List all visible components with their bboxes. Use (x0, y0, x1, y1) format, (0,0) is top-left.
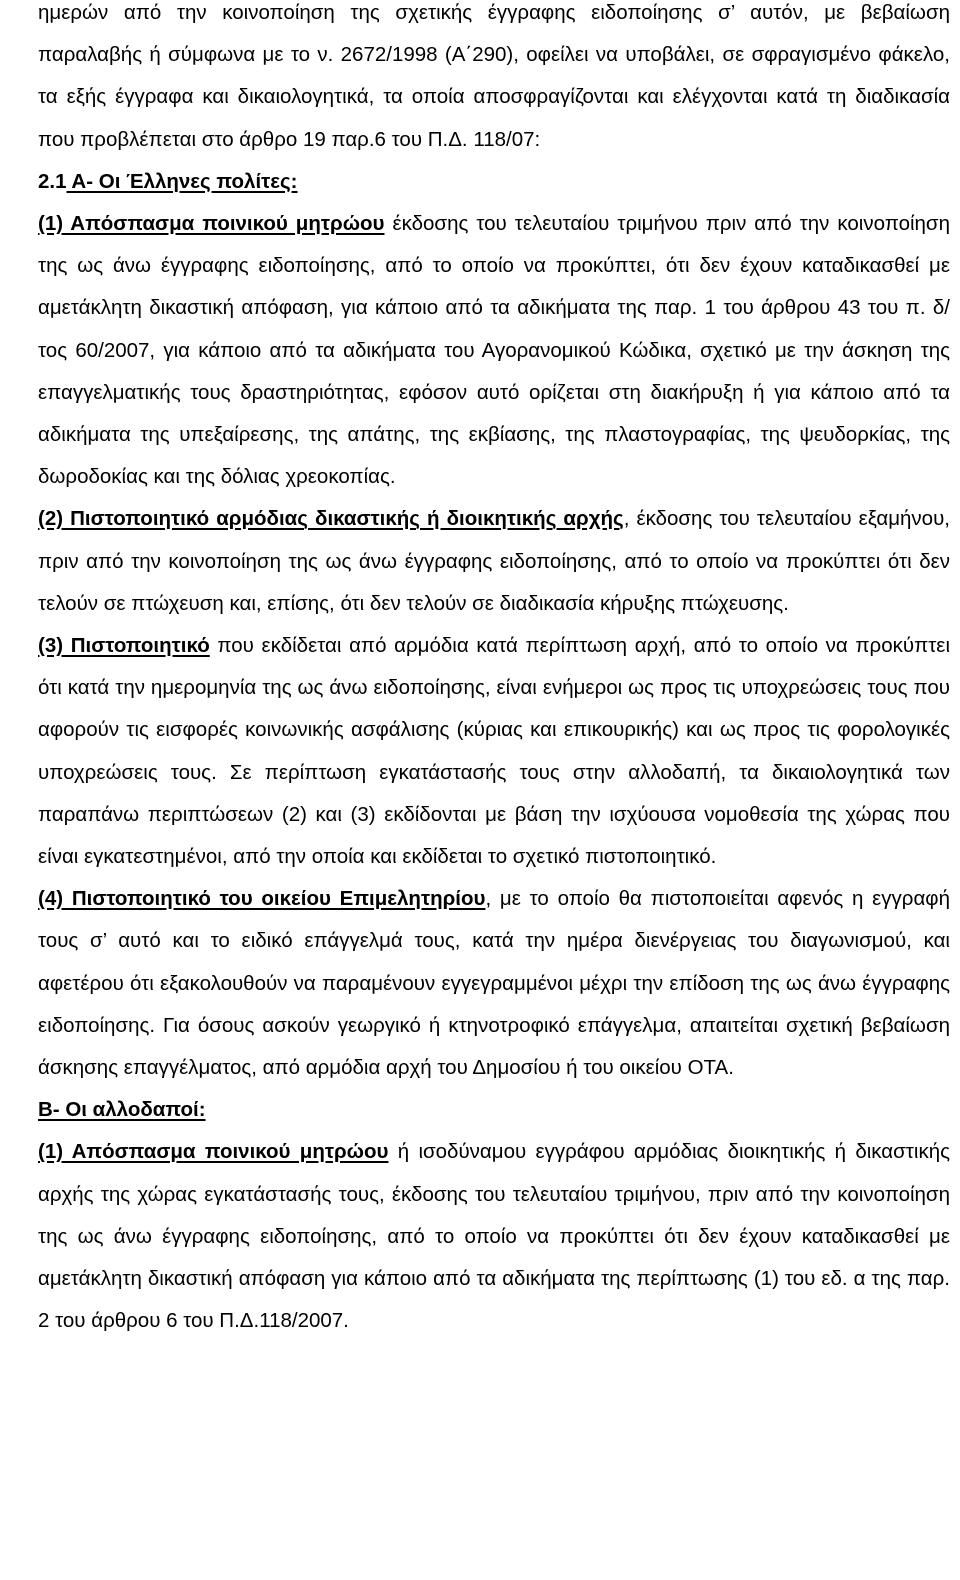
section-b-heading: Β- Οι αλλοδαποί: (38, 1098, 206, 1122)
section-a-heading-paragraph (38, 161, 950, 203)
a3-heading: (3) Πιστοποιητικό (38, 634, 210, 658)
a4-text: , με το οποίο θα πιστοποιείται αφενός η εγγραφή τους σ’ αυτό και το ειδικό επάγγελμά τους, κατά την ημέρα διενέργειας του διαγωνισμού, και αφετέρου ότι εξακολουθούν να παραμένουν εγγεγραμμένοι μέχρι την επίδοση της ως άνω έγγραφης ειδοποίησης. Για όσους ασκούν γεωργικό ή κτηνοτροφικό επάγγελμα, απαιτείται σχετική βεβαίωση άσκησης επαγγέλματος, από αρμόδια αρχή του Δημοσίου ή του οικείου ΟΤΑ. (38, 887, 950, 1080)
a4-heading: (4) Πιστοποιητικό του οικείου Επιμελητηρίου (38, 887, 486, 911)
section-number: 2.1 (38, 169, 67, 193)
section-a-heading: Α- Οι Έλληνες πολίτες: (66, 169, 298, 193)
a1-heading: (1) Απόσπασμα ποινικού μητρώου (38, 212, 385, 236)
b1-paragraph (38, 1131, 950, 1342)
a1-text: έκδοσης του τελευταίου τριμήνου πριν από την κοινοποίηση της ως άνω έγγραφης ειδοποίησης, από το οποίο να προκύπτει, ότι δεν έχουν καταδικασθεί με αμετάκλητη δικαστική απόφαση, για κάποιο από τα αδικήματα της παρ. 1 του άρθρου 43 του π. δ/τος 60/2007, για κάποιο από τα αδικήματα του Αγορανομικού Κώδικα, σχετικό με την άσκηση της επαγγελματικής τους δραστηριότητας, εφόσον αυτό ορίζεται στη διακήρυξη ή για κάποιο από τα αδικήματα της υπεξαίρεσης, της απάτης, της εκβίασης, της πλαστογραφίας, της ψευδορκίας, της δωροδοκίας και της δόλιας χρεοκοπίας. (38, 212, 950, 489)
a4-paragraph (38, 878, 950, 1089)
a2-text: , έκδοσης του τελευταίου εξαμήνου, πριν από την κοινοποίηση της ως άνω έγγραφης ειδοποίησης, από το οποίο να προκύπτει ότι δεν τελούν σε πτώχευση και, επίσης, ότι δεν τελούν σε διαδικασία κήρυξης πτώχευσης. (38, 507, 950, 615)
a2-heading: (2) Πιστοποιητικό αρμόδιας δικαστικής ή διοικητικής αρχής (38, 507, 624, 531)
a2-paragraph (38, 498, 950, 625)
a3-paragraph (38, 625, 950, 878)
a1-paragraph (38, 203, 950, 498)
section-b-heading-paragraph (38, 1089, 950, 1131)
b1-text: ή ισοδύναμου εγγράφου αρμόδιας διοικητικής ή δικαστικής αρχής της χώρας εγκατάστασής τους, έκδοσης του τελευταίου τριμήνου, πριν από την κοινοποίηση της ως άνω έγγραφης ειδοποίησης, από το οποίο να προκύπτει ότι δεν έχουν καταδικασθεί με αμετάκλητη δικαστική απόφαση για κάποιο από τα αδικήματα της περίπτωσης (1) του εδ. α της παρ. 2 του άρθρου 6 του Π.Δ.118/2007. (38, 1140, 950, 1333)
a3-text: που εκδίδεται από αρμόδια κατά περίπτωση αρχή, από το οποίο να προκύπτει ότι κατά την ημερομηνία της ως άνω ειδοποίησης, είναι ενήμεροι ως προς τις υποχρεώσεις τους που αφορούν τις εισφορές κοινωνικής ασφάλισης (κύριας και επικουρικής) και ως προς τις φορολογικές υποχρεώσεις τους. Σε περίπτωση εγκατάστασής τους στην αλλοδαπή, τα δικαιολογητικά των παραπάνω περιπτώσεων (2) και (3) εκδίδονται με βάση την ισχύουσα νομοθεσία της χώρας που είναι εγκατεστημένοι, από την οποία και εκδίδεται το σχετικό πιστοποιητικό. (38, 634, 951, 869)
intro-paragraph: ημερών από την κοινοποίηση της σχετικής έγγραφης ειδοποίησης σ’ αυτόν, με βεβαίωση παραλαβής ή σύμφωνα με το ν. 2672/1998 (Α΄290), οφείλει να υποβάλει, σε σφραγισμένο φάκελο, τα εξής έγγραφα και δικαιολογητικά, τα οποία αποσφραγίζονται και ελέγχονται κατά τη διαδικασία που προβλέπεται στο άρθρο 19 παρ.6 του Π.Δ. 118/07: (38, 1, 950, 151)
b1-heading: (1) Απόσπασμα ποινικού μητρώου (38, 1140, 389, 1164)
document-page (38, 0, 950, 1343)
